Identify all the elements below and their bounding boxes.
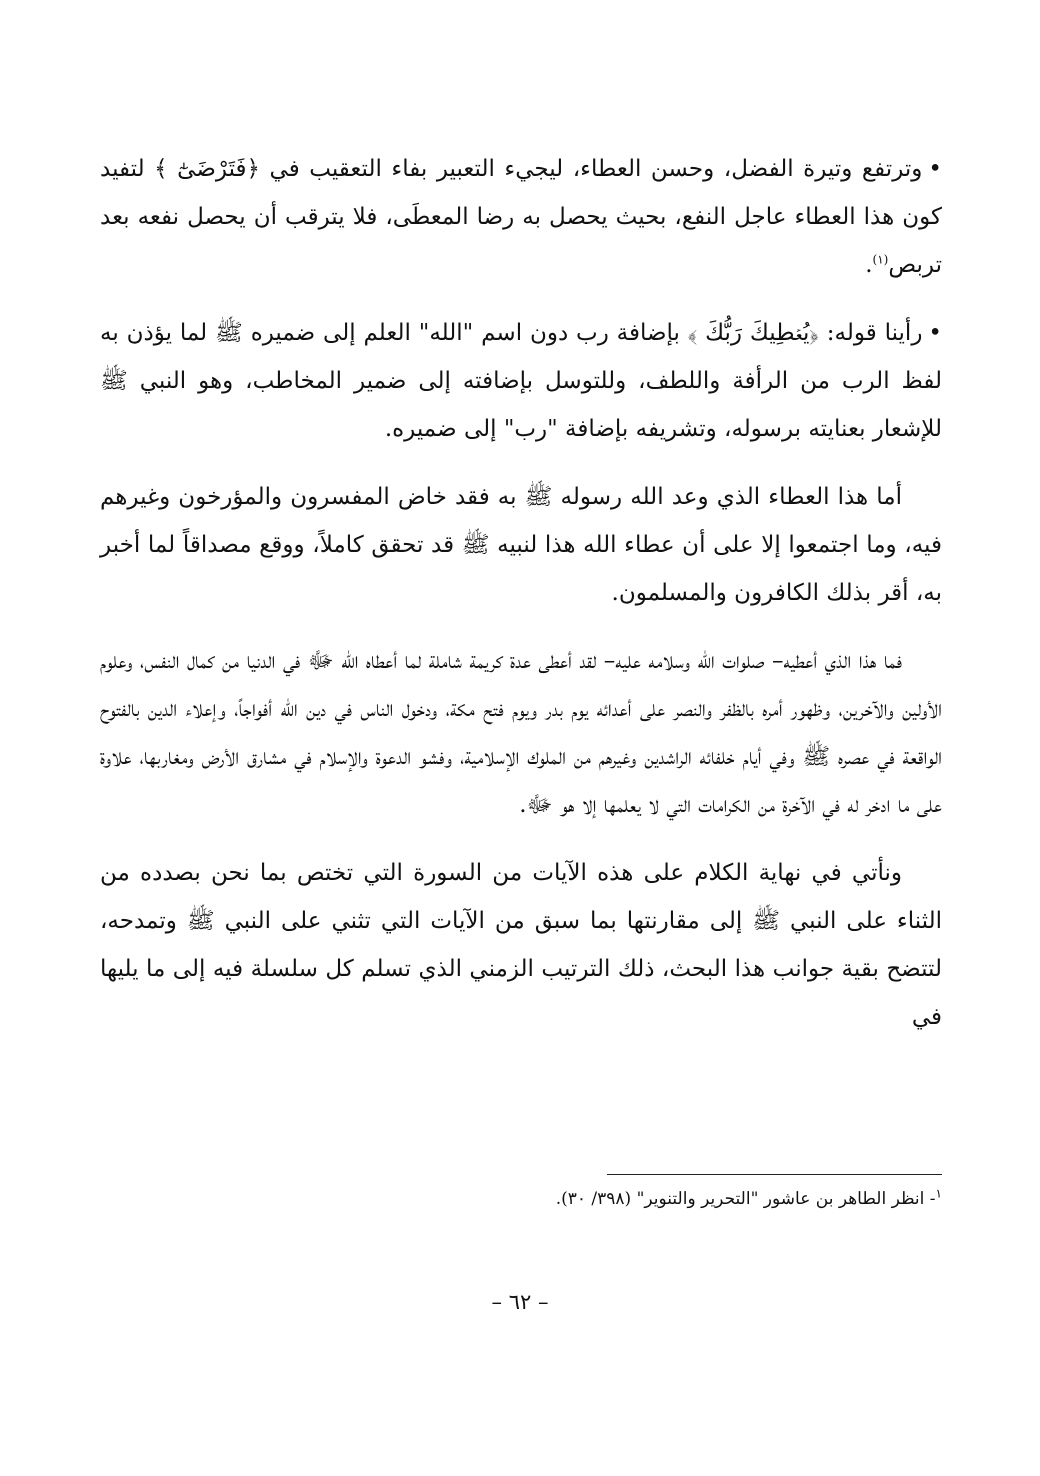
bullet-marker: •	[928, 320, 942, 346]
paragraph-1-end: .	[865, 252, 873, 278]
paragraph-4	[100, 637, 942, 829]
footnote-number: ١	[935, 1186, 942, 1201]
paragraph-1-text: وترتفع وتيرة الفضل، وحسن العطاء، ليجيء التعبير بفاء التعقيب في ﴿فَتَرْضَىٰٓ ﴾ لتفيد كون هذا العطاء عاجل النفع، بحيث يحصل به رضا المعطَى، فلا يترقب أن يحصل نفعه بعد تربص	[100, 156, 942, 278]
footnote	[100, 1186, 942, 1212]
paragraph-1	[100, 145, 942, 289]
paragraph-4-text: فما هذا الذي أعطيه– صلوات الله وسلامه عليه– لقد أعطى عدة كريمة شاملة لما أعطاه الله ﷻ في الدنيا من كمال النفس، وعلوم الأولين والآخرين، وظهور أمره بالظفر والنصر على أعدائه يوم بدر ويوم فتح مكة، ودخول الناس في دين الله أفواجاً، وإعلاء الدين بالفتوح الواقعة في عصره ﷺ وفي أيام خلفائه الراشدين وغيرهم من الملوك الإسلامية، وفشو الدعوة والإسلام في مشارق الأرض ومغاربها، علاوة على ما ادخر له في الآخرة من الكرامات التي لا يعلمها إلا هو ﷻ.	[100, 648, 942, 818]
page-number: – ٦٢ –	[491, 1290, 549, 1314]
paragraph-2-text: رأينا قوله: ﴿يُعۡطِيكَ رَبُّكَ ﴾ بإضافة رب دون اسم "الله" العلم إلى ضميره ﷺ لما يؤذن به لفظ الرب من الرأفة واللطف، وللتوسل بإضافته إلى ضمير المخاطب، وهو النبي ﷺ للإشعار بعنايته برسوله، وتشريفه بإضافة "رب" إلى ضميره.	[100, 320, 942, 442]
paragraph-2	[100, 309, 942, 453]
footnote-text: - انظر الطاهر بن عاشور "التحرير والتنوير" (٣٩٨/ ٣٠).	[555, 1189, 936, 1209]
body-text	[100, 145, 942, 1061]
bullet-marker: •	[928, 156, 942, 182]
paragraph-5-text: ونأتي في نهاية الكلام على هذه الآيات من السورة التي تختص بما نحن بصدده من الثناء على النبي ﷺ إلى مقارنتها بما سبق من الآيات التي تثني على النبي ﷺ وتمدحه، لتتضح بقية جوانب هذا البحث، ذلك الترتيب الزمني الذي تسلم كل سلسلة فيه إلى ما يليها في	[100, 860, 942, 1030]
paragraph-3-text: أما هذا العطاء الذي وعد الله رسوله ﷺ به فقد خاض المفسرون والمؤرخون وغيرهم فيه، وما اجتمعوا إلا على أن عطاء الله هذا لنبيه ﷺ قد تحقق كاملاً، ووقع مصداقاً لما أخبر به، أقر بذلك الكافرون والمسلمون.	[100, 484, 942, 606]
paragraph-5	[100, 849, 942, 1041]
footnote-divider	[607, 1174, 942, 1175]
paragraph-3	[100, 473, 942, 617]
footnote-reference[interactable]: (١)	[872, 252, 889, 267]
